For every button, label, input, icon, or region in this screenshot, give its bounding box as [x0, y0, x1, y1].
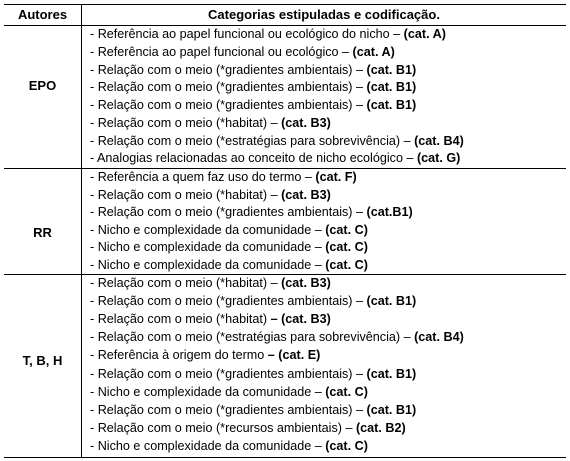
- table-bottom-rule: [4, 457, 566, 458]
- header-authors: Autores: [17, 7, 68, 22]
- table-row: - Relação com o meio (*gradientes ambientais) – (cat. B1): [90, 402, 417, 417]
- header-categories: Categorias estipuladas e codificação.: [208, 7, 440, 22]
- group-label-tbh: T, B, H: [22, 353, 63, 368]
- table-row: - Relação com o meio (*habitat) – (cat. B3): [90, 276, 331, 290]
- group-label-rr: RR: [33, 225, 52, 240]
- table-row: - Relação com o meio (*estratégias para sobrevivência) – (cat. B4): [90, 133, 464, 148]
- table-row: - Relação com o meio (*gradientes ambientais) – (cat. B1): [90, 62, 417, 77]
- table-row: - Relação com o meio (*habitat) – (cat. B3): [90, 187, 331, 202]
- table-row: - Relação com o meio (*gradientes ambientais) – (cat.B1): [90, 205, 413, 219]
- table-row: - Nicho e complexidade da comunidade – (cat. C): [90, 438, 368, 453]
- group-label-epo: EPO: [28, 78, 57, 93]
- table-row: - Referência à origem do termo – (cat. E): [90, 348, 321, 363]
- table-row: - Relação com o meio (*habitat) – (cat. B3): [90, 115, 331, 130]
- table-row: - Relação com o meio (*recursos ambientais) – (cat. B2): [90, 420, 406, 435]
- table-row: - Analogias relacionadas ao conceito de nicho ecológico – (cat. G): [90, 151, 461, 166]
- table-row: - Relação com o meio (*estratégias para sobrevivência) – (cat. B4): [90, 330, 464, 345]
- table-row: - Nicho e complexidade da comunidade – (cat. C): [90, 240, 368, 254]
- table-row: - Relação com o meio (*gradientes ambientais) – (cat. B1): [90, 80, 417, 95]
- table-row: - Nicho e complexidade da comunidade – (cat. C): [90, 384, 368, 399]
- column-divider: [81, 4, 82, 458]
- table-row: - Relação com o meio (*gradientes ambientais) – (cat. B1): [90, 294, 417, 309]
- table-row: - Referência a quem faz uso do termo – (cat. F): [90, 170, 357, 184]
- table-row: - Relação com o meio (*gradientes ambientais) – (cat. B1): [90, 98, 417, 112]
- table-row: - Relação com o meio (*gradientes ambientais) – (cat. B1): [90, 366, 417, 381]
- table-row: - Nicho e complexidade da comunidade – (cat. C): [90, 222, 368, 237]
- table-row: - Referência ao papel funcional ou ecológico do nicho – (cat. A): [90, 27, 446, 41]
- table-row: - Relação com o meio (*habitat) – (cat. B3): [90, 312, 331, 327]
- table-row: - Referência ao papel funcional ou ecológico – (cat. A): [90, 44, 395, 59]
- table-row: - Nicho e complexidade da comunidade – (cat. C): [90, 257, 368, 272]
